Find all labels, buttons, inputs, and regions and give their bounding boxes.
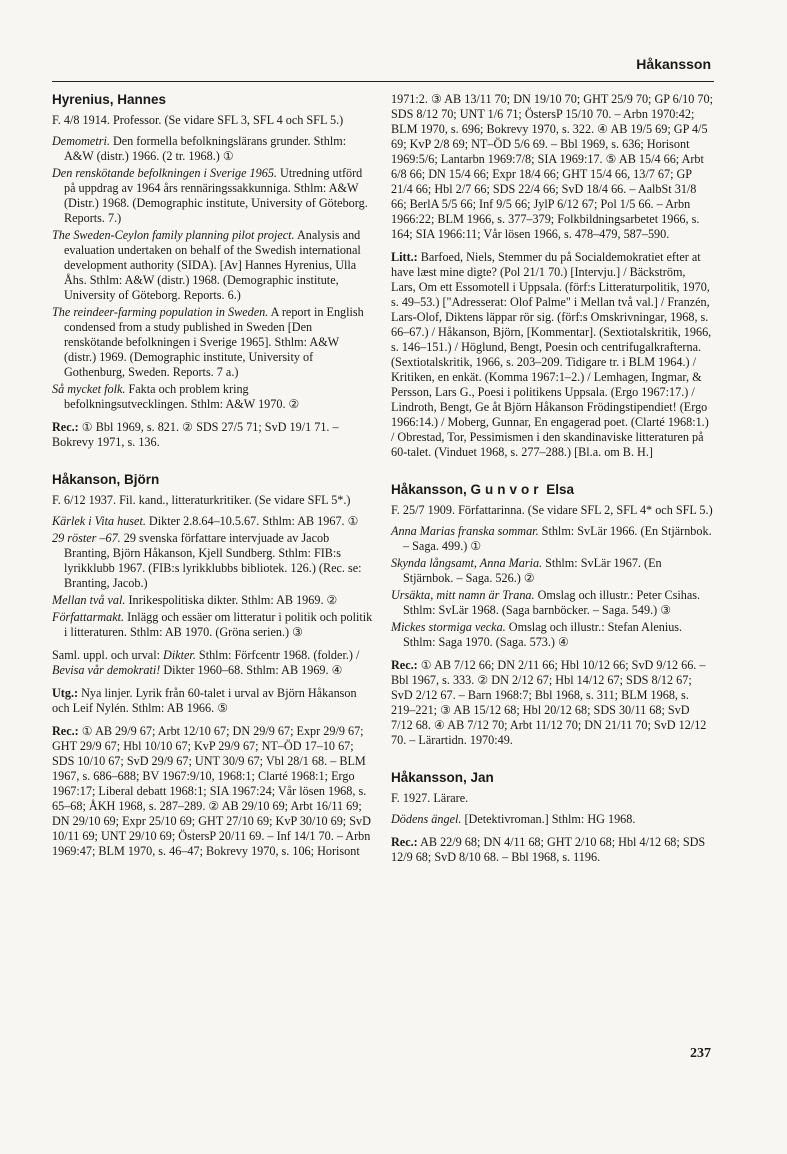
review-section [52,420,374,450]
work-details: Dikter 2.8.64–10.5.67. Sthlm: AB 1967. ① [145,514,359,528]
work-item [52,134,374,164]
work-item [391,812,713,827]
entry-bio: F. 4/8 1914. Professor. (Se vidare SFL 3, SFL 4 och SFL 5.) [52,113,344,127]
review-section [52,724,374,859]
work-details: Inlägg och essäer om litteratur i politik och politik i litteraturen. Sthlm: AB 1970. (Gröna serien.) ③ [64,610,373,639]
work-title: Kärlek i Vita huset. [52,514,146,528]
work-title: Så mycket folk. [52,382,126,396]
entry-bio: F. 25/7 1909. Författarinna. (Se vidare SFL 2, SFL 4* och SFL 5.) [391,503,713,517]
saml-label: Saml. uppl. och urval: [52,648,164,662]
rec-text: ① Bbl 1969, s. 821. ② SDS 27/5 71; SvD 19/1 71. – Bokrevy 1971, s. 136. [52,420,339,449]
rec-text: ① AB 29/9 67; Arbt 12/10 67; DN 29/9 67; Expr 29/9 67; GHT 29/9 67; Hbl 10/10 67; KvP 29/9 67; NT–ÖD 17–10 67; SDS 10/10 67; SvD 29/9 67; UNT 30/9 67; Vbl 28/1 68. – BLM 1967, s. 686–688; BV 1967:9/10, 1968:1; Clarté 1968:1; Ergo 1967:17; Liberal debatt 1968:1; SIA 1967:24; Vår lösen 1968, s. 65–68; ÅKH 1968, s. 287–289. ② AB 29/10 69; Arbt 16/11 69; DN 29/10 69; Expr 25/10 69; GHT 27/10 69; KvP 30/10 69; SvD 10/11 69; UNT 29/10 69; ÖstersP 20/11 69. – Inf 14/1 70. – Arbn 1969:47; BLM 1970, s. 46–47; Bokrevy 1970, s. 106; Horisont [52,724,371,858]
rec-text: ① AB 7/12 66; DN 2/11 66; Hbl 10/12 66; SvD 9/12 66. – Bbl 1967, s. 333. ② DN 2/12 67; Hbl 14/12 67; SDS 8/12 67; SvD 2/12 67. – Barn 1968:7; Bbl 1968, s. 311; BLM 1968, s. 219–221; ③ AB 15/12 68; Hbl 20/12 68; SDS 30/11 68; SvD 7/12 68. ④ AB 7/12 70; Arbt 11/12 70; DN 21/11 70; SvD 12/12 70. – Lärartidn. 1970:49. [391,658,707,747]
work-item [52,382,374,412]
work-details: Sthlm: SvLär 1967. (En Stjärnbok. – Saga. 526.) ② [403,556,662,585]
header-rule [52,81,714,82]
edited-works [52,686,374,716]
work-title: Dödens ängel. [391,812,462,826]
work-details: Analysis and evaluation undertaken on behalf of the Swedish international development authority (SIDA). [Av] Hannes Hyrenius, Ulla Åhs. Sthlm: A&W (distr.) 1968. (Demographic institute, University of Göteborg. Reports. 6.) [64,228,361,302]
rec-label: Rec.: [391,658,418,672]
work-title: Demometri. [52,134,110,148]
entry-spacer [391,754,713,770]
entry-bio: F. 6/12 1937. Fil. kand., litteraturkritiker. (Se vidare SFL 5*.) [52,493,351,507]
entry-hakansson-jan [391,770,713,865]
entry-spacer [391,466,713,482]
entry-heading: Håkansson, Jan [391,770,494,785]
litt-label: Litt.: [391,250,418,264]
litt-text: Barfoed, Niels, Stemmer du på Socialdemokratiet efter at have læst mine digte? (Pol 21/1 70.) [Intervju.] / Bäckström, Lars, Om ett Essomotell i Uppsala. (förf:s Litteraturpolitik, 1970, s. 49–53.) ["Adresserat: Olof Palme" i Mellan två val.] / Franzén, Lars-Olof, Diktens läppar rör sig. (förf:s Omskrivningar, 1968, s. 66–67.) / Håkanson, Björn, [Kommentar]. (Sextiotalskritik, 1966, s. 146–151.) / Höglund, Bengt, Poesin och centrifugalkrafterna. (Sextiotalskritik, 1966, s. 203–209. Tidigare tr. i BLM 1964.) / Kritiken, en enkät. (Komma 1967:1–2.) / Lemhagen, Ingmar, & Persson, Lars G., Poesi i politikens Uppsala. (Ergo 1967:17.) / Lindroth, Bengt, Ge åt Björn Håkanson Frödingstipendiet! (Ergo 1966:14.) / Moberg, Gunnar, En engagerad poet. (Clarté 1968:1.) / Obrestad, Tor, Pessimismen i den skandinaviske litteraturen på 60-talet. (Vinduet 1968, s. 277–288.) [Bl.a. om B. H.] [391,250,712,459]
work-item [52,228,374,303]
rec-label: Rec.: [52,420,79,434]
work-item [52,305,374,380]
work-details: Fakta och problem kring befolkningsutvecklingen. Sthlm: A&W 1970. ② [64,382,300,411]
left-column [52,92,374,865]
heading-surname: Håkansson, [391,482,471,497]
work-details: Dikter 1960–68. Sthlm: AB 1969. ④ [160,663,343,677]
work-details: Utredning utförd på uppdrag av 1964 års rennäringssakkunniga. Sthlm: A&W (Distr.) 1968. (Demographic institute, University of Göteborg. Reports. 7.) [64,166,368,225]
work-title: Författarmakt. [52,610,125,624]
right-column [391,92,713,871]
work-item [52,514,374,529]
page-number: 237 [690,1046,711,1061]
work-details: [Detektivroman.] Sthlm: HG 1968. [461,812,636,826]
work-title: 29 röster –67. [52,531,121,545]
work-title: Ursäkta, mitt namn är Trana. [391,588,535,602]
entry-heading: Håkanson, Björn [52,472,160,487]
work-details: 29 svenska författare intervjuade av Jacob Branting, Björn Håkanson, Kjell Sundberg. Sthlm: FIB:s lyrikklubb 1967. (FIB:s lyrikklubbs bibliotek. 126.) (Rec. se: Branting, Jacob.) [64,531,362,590]
running-header: Håkansson [636,56,711,72]
entry-spacer [52,456,374,472]
entry-hyrenius [52,92,374,450]
literature-section [391,250,713,460]
work-details: Den formella befolkningslärans grunder. Sthlm: A&W (distr.) 1966. (2 tr. 1968.) ① [64,134,347,163]
work-details: A report in English condensed from a study published in Sweden [Den renskötande befolkningen i Sverige 1965]. Sthlm: A&W (distr.) 1969. (Demographic institute, University of Gothenburg, Sweden. Reports. 7 a.) [64,305,364,379]
work-item [52,166,374,226]
utg-text: Nya linjer. Lyrik från 60-talet i urval av Björn Håkanson och Leif Nylén. Sthlm: AB 1966. ⑤ [52,686,357,715]
work-item [391,556,713,586]
work-details: Omslag och illustr.: Peter Csihas. Sthlm: SvLär 1968. (Saga barnböcker. – Saga. 549.) ③ [403,588,701,617]
work-item [52,531,374,591]
work-item [391,620,713,650]
entry-bio: F. 1927. Lärare. [391,791,469,805]
utg-label: Utg.: [52,686,79,700]
work-title: Bevisa vår demokrati! [52,663,161,677]
work-item [52,593,374,608]
work-details: Sthlm: Förfcentr 1968. (folder.) / [195,648,360,662]
work-details: Omslag och illustr.: Stefan Alenius. Sthlm: Saga 1970. (Saga. 573.) ④ [403,620,683,649]
review-section [391,835,713,865]
work-item [391,524,713,554]
work-item [391,588,713,618]
rec-label: Rec.: [52,724,79,738]
work-title: Dikter. [163,648,196,662]
work-title: The Sweden-Ceylon family planning pilot project. [52,228,295,242]
entry-heading [391,482,713,497]
work-details: Sthlm: SvLär 1966. (En Stjärnbok. – Saga. 499.) ① [403,524,712,553]
review-section [391,658,713,748]
work-item [52,610,374,640]
rec-text: AB 22/9 68; DN 4/11 68; GHT 2/10 68; Hbl 4/12 68; SDS 12/9 68; SvD 8/10 68. – Bbl 1968, s. 1196. [391,835,706,864]
heading-middle-name: Elsa [542,482,575,497]
collected-editions [52,648,374,678]
entry-hakansson-gunvor [391,482,713,748]
rec-label: Rec.: [391,835,418,849]
work-title: Skynda långsamt, Anna Maria. [391,556,543,570]
review-continued: 1971:2. ③ AB 13/11 70; DN 19/10 70; GHT 25/9 70; GP 6/10 70; SDS 8/12 70; UNT 1/6 71; ÖstersP 15/10 70. – Arbn 1970:42; BLM 1970, s. 696; Bokrevy 1970, s. 322. ④ AB 19/5 69; GP 4/5 69; KvP 2/8 69; NT–ÖD 5/6 69. – Bbl 1969, s. 636; Horisont 1969:5/6; Lantarbn 1969:7/8; SIA 1969:17. ⑤ AB 15/4 66; Arbt 6/8 66; DN 15/4 66; Expr 18/4 66; GHT 15/4 66, 13/7 67; GP 21/4 66; Hbl 2/7 66; SDS 22/4 66; SvD 18/4 66. – AalbSt 31/8 66; BerlA 5/5 66; Inf 9/5 66; JylP 6/12 67; Pol 1/5 66. – Arbn 1966:22; BLM 1966, s. 377–379; Folkbildningsarbetet 1966, s. 164; SIA 1966:11; Vår lösen 1966, s. 478–479, 587–590. [391,92,713,241]
entry-hakanson-bjorn [52,472,374,859]
work-title: Mickes stormiga vecka. [391,620,506,634]
work-title: Den renskötande befolkningen i Sverige 1965. [52,166,277,180]
work-title: Mellan två val. [52,593,126,607]
work-title: Anna Marias franska sommar. [391,524,539,538]
work-title: The reindeer-farming population in Sweden. [52,305,269,319]
entry-heading: Hyrenius, Hannes [52,92,167,107]
heading-given-name: Gunvor [470,482,543,497]
work-details: Inrikespolitiska dikter. Sthlm: AB 1969. ② [125,593,338,607]
